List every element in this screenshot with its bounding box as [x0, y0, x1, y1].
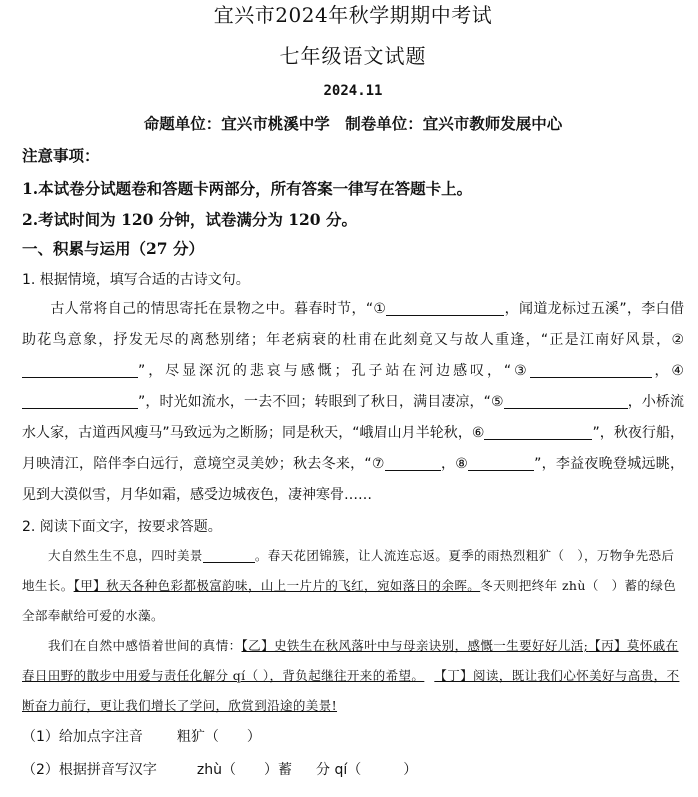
sub-question-1-word[interactable]: 粗犷（ ） — [176, 729, 261, 745]
exam-date: 2024.11 — [323, 83, 383, 99]
answer-blank-3[interactable] — [530, 361, 652, 378]
answer-blank-1[interactable] — [386, 299, 504, 316]
q1-text-i: ”，李益夜晚登城远眺，见到大漠似雪，月华如霜，感受边城夜色，凄神寒骨…… — [22, 456, 684, 503]
q2-sentence-jia: 【甲】秋天各种色彩都极富韵味，山上一片片的飞红，宛如落日的余晖。 — [73, 578, 481, 593]
q2-text-a2: 。春天花团锦簇，让人流连忘返。夏季的雨热烈粗犷（ ），万物争先恐后地生长。 — [22, 548, 675, 593]
sub-question-2 — [22, 760, 684, 780]
q2-sentence-ding: 【丁】阅读，既让我们心怀美好与高贵，不断奋力前行，更让我们增长了学问，欣赏到沿途的美景! — [22, 668, 680, 713]
q2-sentence-bing: 【丙】莫怀戚在春日田野的散步中用爱与责任化解分 qí（ ），背负起继往开来的希望。 — [22, 638, 679, 683]
question-1-passage — [22, 294, 684, 511]
notice-item-1: 1.本试卷分试题卷和答题卡两部分，所有答案一律写在答题卡上。 — [22, 179, 473, 198]
answer-blank-4[interactable] — [22, 392, 138, 409]
exam-units: 命题单位：宜兴市桃溪中学 制卷单位：宜兴市教师发展中心 — [143, 114, 563, 133]
notice-heading: 注意事项： — [22, 146, 100, 165]
q1-text-h: ，⑧ — [440, 456, 469, 472]
answer-blank-q2[interactable] — [203, 549, 255, 563]
exam-subtitle: 七年级语文试题 — [279, 44, 427, 68]
question-2-prompt: 2. 阅读下面文字，按要求答题。 — [22, 519, 222, 535]
q2-text-b1: 我们在自然中感悟着世间的真情： — [48, 638, 242, 653]
q1-text-c: ”，尽显深沉的悲哀与感慨；孔子站在河边感叹，“③ — [138, 363, 530, 379]
q1-text-f: ，小桥流水人家，古道西风瘦马”马致远为之断肠；同是秋天，“峨眉山月半轮秋，⑥ — [22, 394, 685, 441]
q1-text-a: 古人常将自己的情思寄托在景物之中。暮春时节，“① — [50, 301, 387, 317]
q2-sentence-yi: 【乙】史铁生在秋风落叶中与母亲诀别，感慨一生要好好儿活; — [241, 638, 589, 653]
sub-question-2-label: （2）根据拼音写汉字 — [22, 762, 157, 778]
q1-text-g: ”，秋夜行船，月映清江，陪伴李白远行，意境空灵美妙；秋去冬来，“⑦ — [22, 425, 684, 472]
answer-blank-5[interactable] — [504, 392, 628, 409]
question-2-passage — [22, 541, 684, 721]
section-heading: 一、积累与运用（27 分） — [22, 239, 204, 258]
q2-text-a1: 大自然生生不息，四时美景 — [48, 548, 203, 563]
q1-text-b: ，闻道龙标过五溪”，李白借助花鸟意象，抒发无尽的离愁别绪；年老病衰的杜甫在此刻竟又与故人重逢，“正是江南好风景，② — [22, 301, 684, 348]
question-1-prompt: 1. 根据情境，填写合适的古诗文句。 — [22, 272, 250, 288]
sub-question-1-label: （1）给加点字注音 — [22, 729, 143, 745]
q1-text-e: ”，时光如流水，一去不回；转眼到了秋日，满目凄凉，“⑤ — [138, 394, 504, 410]
q2-text-a4: 冬天则把终年 zhù（ ）蓄的绿色全部奉献给可爱的水藻。 — [22, 578, 677, 623]
sub-question-2-item-a[interactable]: zhù（ ）蓄 — [196, 762, 293, 778]
answer-blank-8[interactable] — [468, 454, 534, 471]
notice-item-2: 2.考试时间为 120 分钟，试卷满分为 120 分。 — [22, 210, 357, 229]
answer-blank-7[interactable] — [385, 454, 441, 471]
sub-question-1 — [22, 727, 684, 747]
sub-question-2-item-b[interactable]: 分 qí（ ） — [316, 762, 418, 778]
q1-text-d: ，④ — [651, 363, 684, 379]
exam-title: 宜兴市2024年秋学期期中考试 — [213, 3, 493, 27]
answer-blank-2[interactable] — [22, 361, 138, 378]
answer-blank-6[interactable] — [484, 423, 592, 440]
